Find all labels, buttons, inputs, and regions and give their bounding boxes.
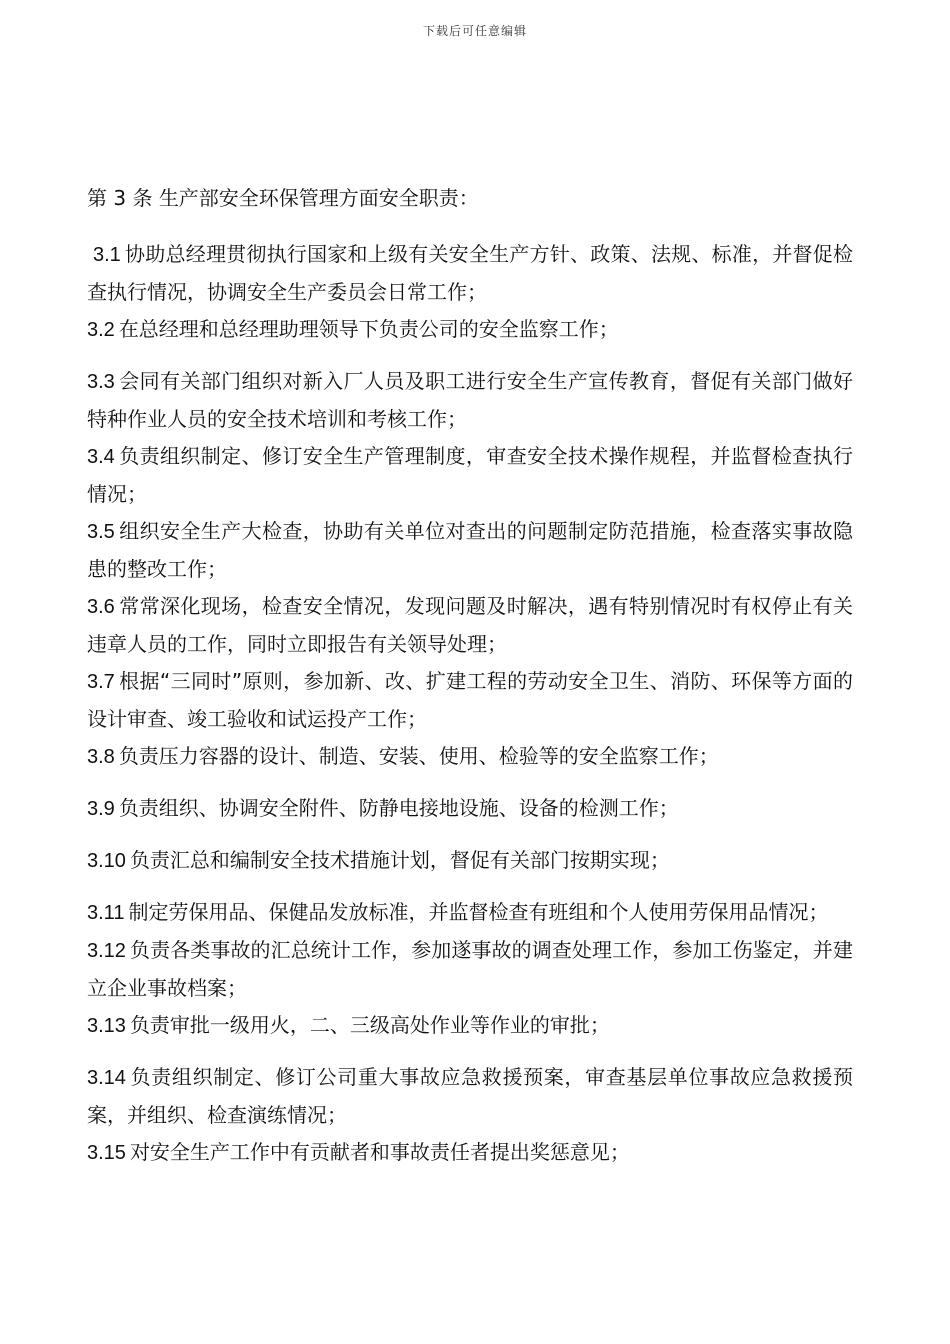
clause-number: 3.2 bbox=[87, 319, 115, 341]
clause-number: 3.7 bbox=[87, 671, 115, 693]
clause-text: 负责压力容器的设计、制造、安装、使用、检验等的安全监察工作； bbox=[118, 744, 719, 768]
article-number: 第 3 条 bbox=[87, 186, 153, 210]
clause-number: 3.11 bbox=[87, 902, 125, 924]
clause-text: 组织安全生产大检查，协助有关单位对查出的问题制定防范措施，检查落实事故隐患的整改工作； bbox=[87, 519, 853, 581]
document-body bbox=[87, 180, 853, 1172]
clause-number: 3.3 bbox=[87, 371, 115, 393]
clause-text: 根据“三同时”原则，参加新、改、扩建工程的劳动安全卫生、消防、环保等方面的设计审查、竣工验收和试运投产工作； bbox=[87, 669, 853, 731]
clause-3-9 bbox=[87, 790, 853, 828]
clause-number: 3.15 bbox=[87, 1142, 126, 1164]
clause-3-3 bbox=[87, 363, 853, 438]
clause-text: 负责审批一级用火，二、三级高处作业等作业的审批； bbox=[129, 1013, 610, 1037]
clause-3-6 bbox=[87, 588, 853, 663]
clause-3-2 bbox=[87, 311, 853, 349]
clause-number: 3.4 bbox=[87, 446, 115, 468]
clause-text: 会同有关部门组织对新入厂人员及职工进行安全生产宣传教育，督促有关部门做好特种作业人员的安全技术培训和考核工作； bbox=[87, 369, 853, 431]
clause-3-15 bbox=[87, 1134, 853, 1172]
clause-3-5 bbox=[87, 513, 853, 588]
clause-3-14 bbox=[87, 1059, 853, 1134]
clause-text: 对安全生产工作中有贡献者和事故责任者提出奖惩意见； bbox=[129, 1140, 630, 1164]
clause-number: 3.14 bbox=[87, 1067, 126, 1089]
clause-text: 协助总经理贯彻执行国家和上级有关安全生产方针、政策、法规、标准，并督促检查执行情况，协调安全生产委员会日常工作； bbox=[87, 242, 853, 304]
clause-number: 3.1 bbox=[93, 244, 121, 266]
clause-3-10 bbox=[87, 842, 853, 880]
clause-3-13 bbox=[87, 1007, 853, 1045]
page-header-note: 下载后可任意编辑 bbox=[422, 24, 527, 38]
clause-number: 3.8 bbox=[87, 746, 115, 768]
clause-3-1 bbox=[87, 236, 853, 311]
clause-text: 在总经理和总经理助理领导下负责公司的安全监察工作； bbox=[118, 317, 619, 341]
clause-text: 负责各类事故的汇总统计工作，参加遂事故的调查处理工作，参加工伤鉴定，并建立企业事故档案； bbox=[87, 938, 853, 1000]
clause-text: 制定劳保用品、保健品发放标准，并监督检查有班组和个人使用劳保用品情况； bbox=[128, 900, 829, 924]
article-heading: 生产部安全环保管理方面安全职责： bbox=[158, 186, 479, 210]
clause-text: 负责组织制定、修订安全生产管理制度，审查安全技术操作规程，并监督检查执行情况； bbox=[87, 444, 853, 506]
clause-text: 常常深化现场，检查安全情况，发现问题及时解决，遇有特别情况时有权停止有关违章人员的工作，同时立即报告有关领导处理； bbox=[87, 594, 853, 656]
clause-number: 3.13 bbox=[87, 1015, 126, 1037]
clause-3-12 bbox=[87, 932, 853, 1007]
clause-text: 负责组织、协调安全附件、防静电接地设施、设备的检测工作； bbox=[118, 796, 679, 820]
clause-3-11 bbox=[87, 894, 853, 932]
clause-number: 3.9 bbox=[87, 798, 115, 820]
clause-number: 3.5 bbox=[87, 521, 115, 543]
clause-3-4 bbox=[87, 438, 853, 513]
clause-number: 3.10 bbox=[87, 850, 126, 872]
clause-3-8 bbox=[87, 738, 853, 776]
clause-text: 负责汇总和编制安全技术措施计划，督促有关部门按期实现； bbox=[129, 848, 670, 872]
clause-3-7 bbox=[87, 663, 853, 738]
article-title bbox=[87, 180, 853, 216]
clause-number: 3.12 bbox=[87, 940, 126, 962]
clause-number: 3.6 bbox=[87, 596, 115, 618]
clause-text: 负责组织制定、修订公司重大事故应急救援预案，审查基层单位事故应急救援预案，并组织、检查演练情况； bbox=[87, 1065, 853, 1127]
